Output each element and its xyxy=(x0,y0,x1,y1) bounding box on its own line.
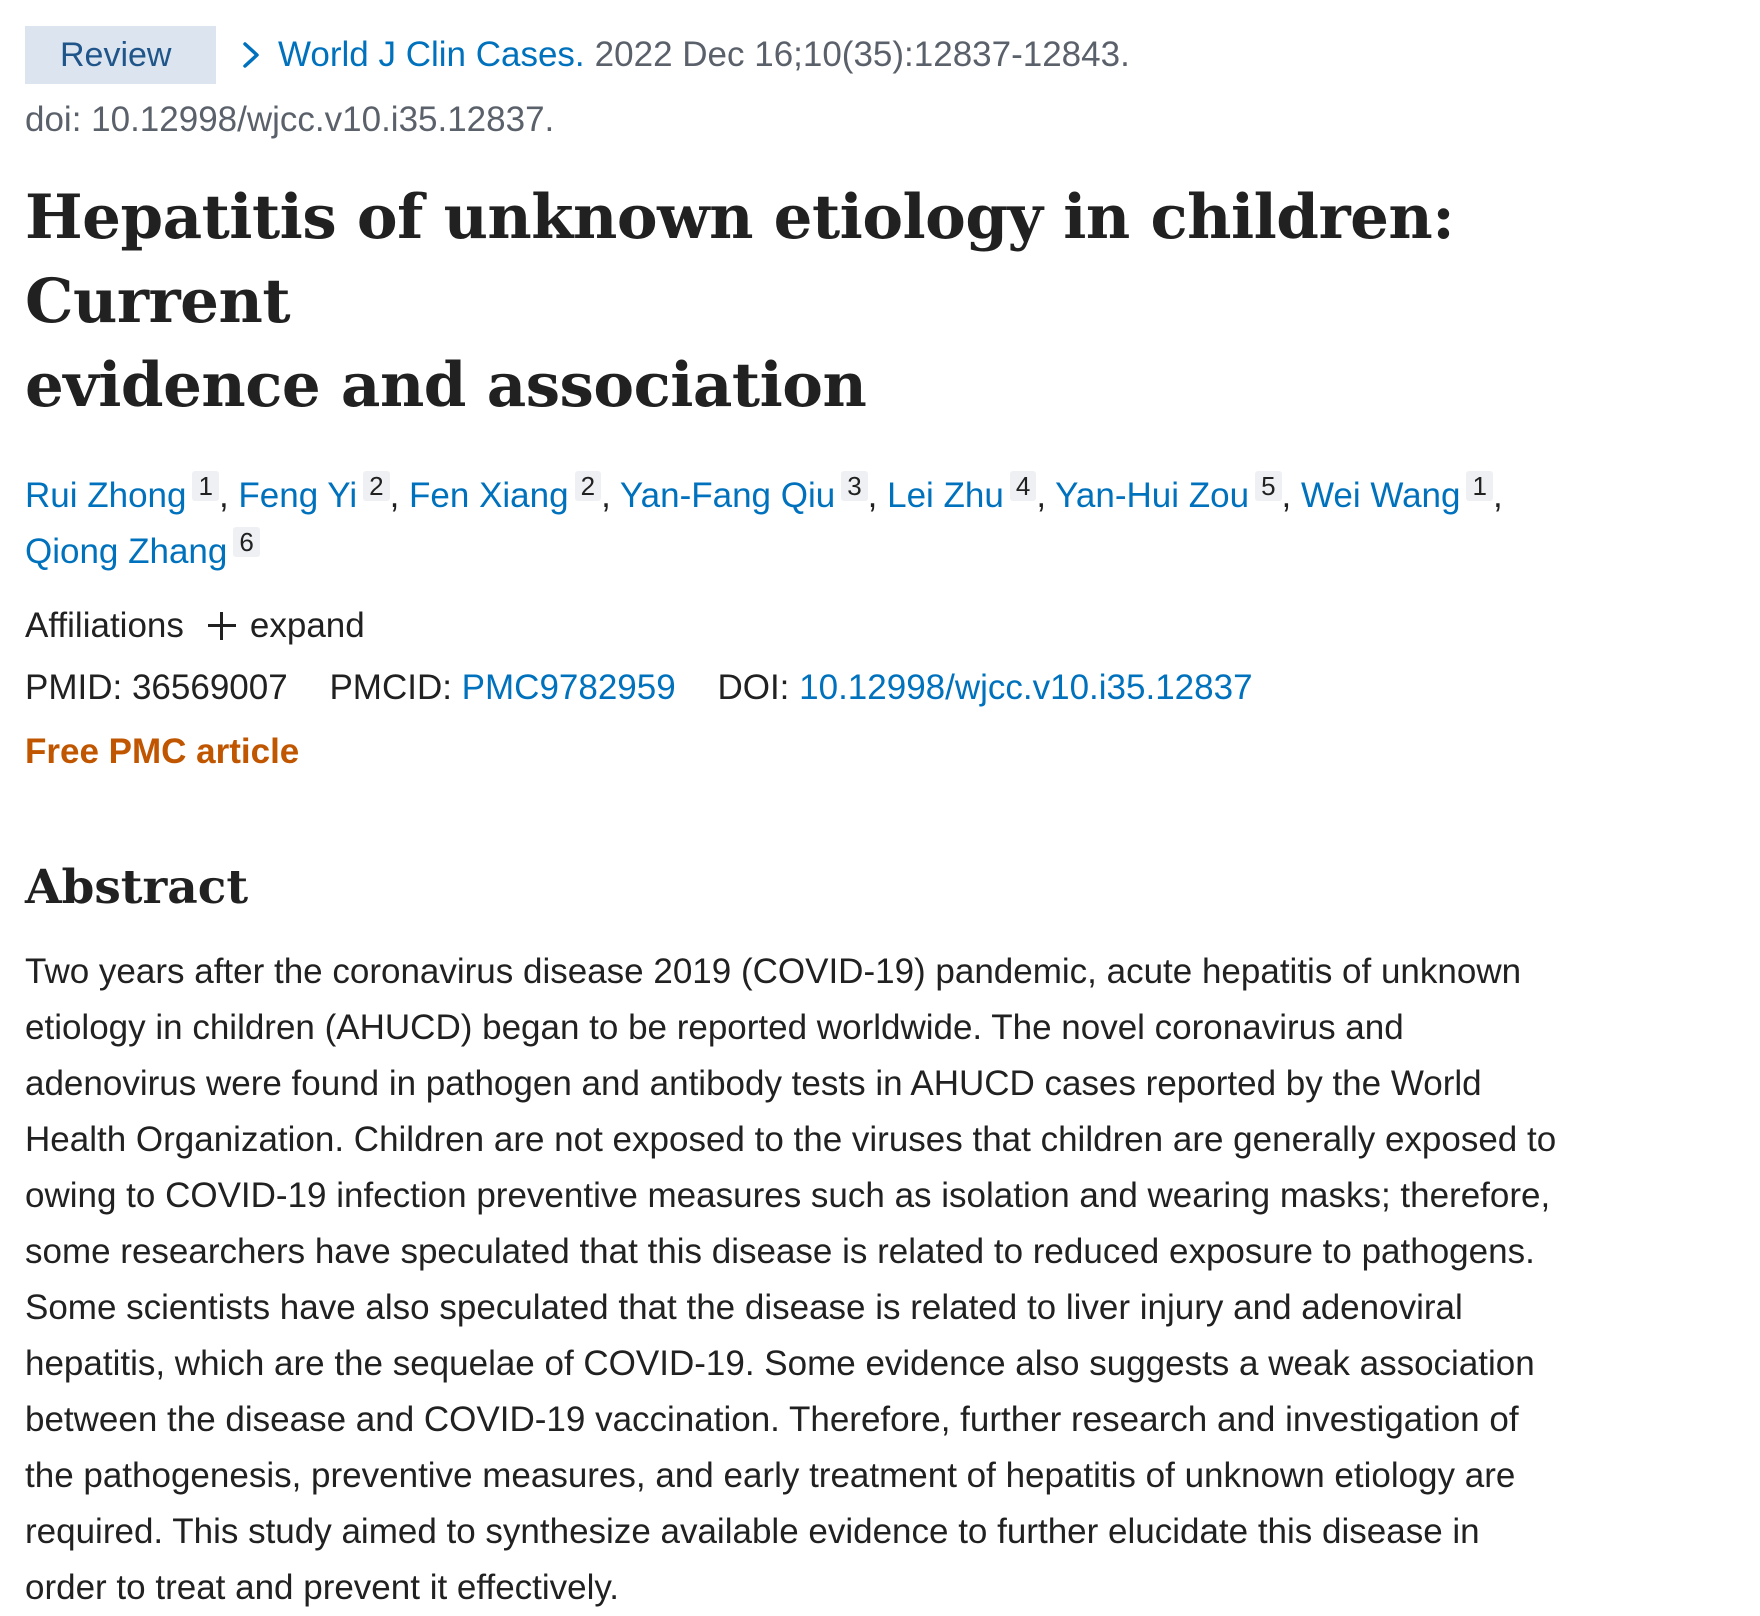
affiliation-number[interactable]: 2 xyxy=(575,471,601,501)
author-link[interactable]: Wei Wang xyxy=(1300,476,1461,515)
author-link[interactable]: Yan-Fang Qiu xyxy=(619,476,836,515)
article-title xyxy=(25,176,1725,428)
free-pmc-article-label: Free PMC article xyxy=(25,732,300,771)
article-title-line-1: Hepatitis of unknown etiology in children: Current xyxy=(25,182,1455,337)
author-link[interactable]: Fen Xiang xyxy=(409,476,569,515)
publication-type-badge: Review xyxy=(25,26,216,84)
affiliation-number[interactable]: 6 xyxy=(233,527,259,557)
doi-label: DOI: xyxy=(717,668,790,707)
article-title-line-2: evidence and association xyxy=(25,350,867,421)
abstract-text xyxy=(25,944,1725,1616)
affiliation-number[interactable]: 1 xyxy=(1466,471,1492,501)
plus-icon xyxy=(208,612,236,640)
author-link[interactable]: Lei Zhu xyxy=(887,476,1004,515)
authors-list: Rui Zhong 1 , Feng Yi 2 , Fen Xiang 2 , Yan-Fang Qiu 3 , Lei Zhu 4 , Yan-Hui Zou 5 , Wei Wang 1 , Qiong Zhang 6 xyxy=(25,471,1503,571)
expand-label: expand xyxy=(249,606,365,645)
abstract-line: the pathogenesis, preventive measures, and early treatment of hepatitis of unknown etiology are xyxy=(25,1456,1516,1495)
abstract-line: some researchers have speculated that this disease is related to reduced exposure to pathogens. xyxy=(25,1232,1535,1271)
abstract-line: order to treat and prevent it effectively. xyxy=(25,1568,620,1607)
citation-row xyxy=(25,26,1760,84)
affiliation-number[interactable]: 3 xyxy=(841,471,867,501)
doi-link[interactable]: 10.12998/wjcc.v10.i35.12837 xyxy=(799,668,1253,707)
abstract-line: Health Organization. Children are not exposed to the viruses that children are generally exposed to xyxy=(25,1120,1557,1159)
affiliation-number[interactable]: 1 xyxy=(192,471,218,501)
affiliations-row xyxy=(25,602,1760,650)
doi-citation-line: doi: 10.12998/wjcc.v10.i35.12837. xyxy=(25,100,555,139)
author-link[interactable]: Qiong Zhang xyxy=(25,532,228,571)
abstract-line: required. This study aimed to synthesize available evidence to further elucidate this disease in xyxy=(25,1512,1480,1551)
pmcid-label: PMCID: xyxy=(329,668,452,707)
author-link[interactable]: Feng Yi xyxy=(238,476,358,515)
pmid-label: PMID: xyxy=(25,668,123,707)
abstract-line: between the disease and COVID-19 vaccination. Therefore, further research and investigation of xyxy=(25,1400,1519,1439)
journal-link[interactable]: World J Clin Cases. xyxy=(278,35,585,74)
author-link[interactable]: Yan-Hui Zou xyxy=(1055,476,1250,515)
pmid-value: 36569007 xyxy=(131,668,288,707)
abstract-heading: Abstract xyxy=(25,860,249,915)
affiliation-number[interactable]: 4 xyxy=(1010,471,1036,501)
identifiers-row xyxy=(25,664,1760,712)
chevron-right-icon xyxy=(238,40,264,70)
abstract-line: owing to COVID-19 infection preventive measures such as isolation and wearing masks; therefore, xyxy=(25,1176,1551,1215)
author-link[interactable]: Rui Zhong xyxy=(25,476,187,515)
affiliations-expand-button[interactable] xyxy=(208,602,365,650)
abstract-line: Some scientists have also speculated that the disease is related to liver injury and adenoviral xyxy=(25,1288,1463,1327)
abstract-line: Two years after the coronavirus disease 2019 (COVID-19) pandemic, acute hepatitis of unknown xyxy=(25,952,1522,991)
affiliation-number[interactable]: 2 xyxy=(363,471,389,501)
citation-details: 2022 Dec 16;10(35):12837-12843. xyxy=(594,35,1130,74)
pmcid-link[interactable]: PMC9782959 xyxy=(461,668,676,707)
affiliation-number[interactable]: 5 xyxy=(1255,471,1281,501)
abstract-line: adenovirus were found in pathogen and antibody tests in AHUCD cases reported by the World xyxy=(25,1064,1482,1103)
affiliations-label: Affiliations xyxy=(25,606,184,645)
abstract-line: etiology in children (AHUCD) began to be reported worldwide. The novel coronavirus and xyxy=(25,1008,1404,1047)
abstract-line: hepatitis, which are the sequelae of COVID-19. Some evidence also suggests a weak association xyxy=(25,1344,1535,1383)
